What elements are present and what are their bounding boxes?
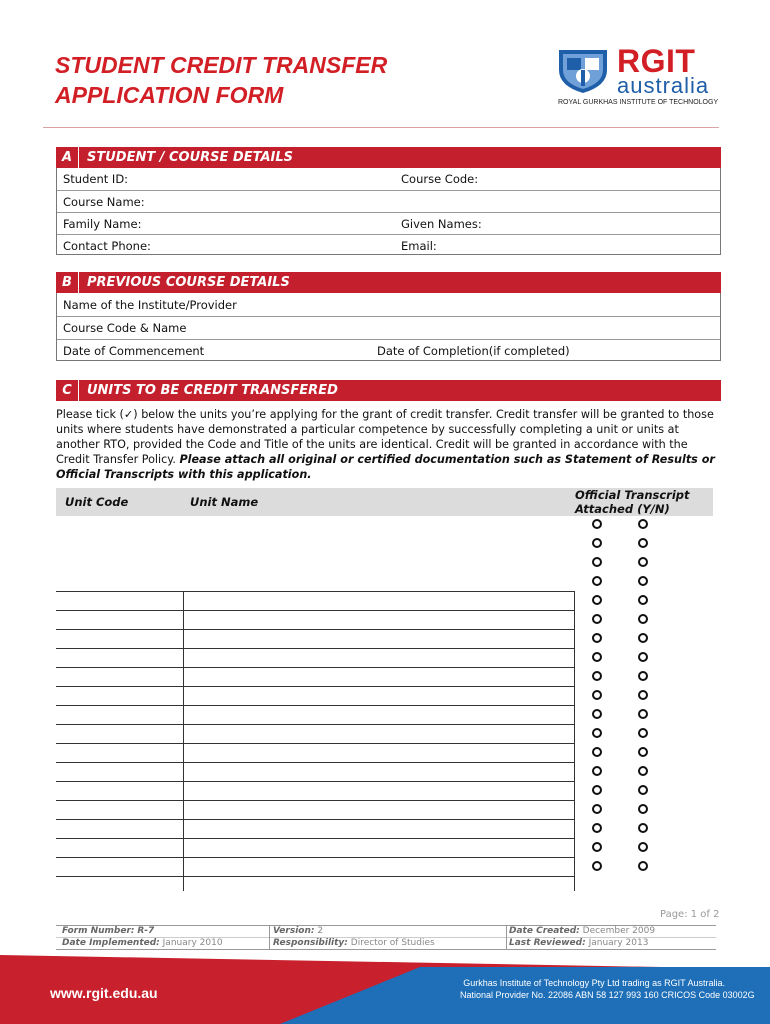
form-number-value: R-7 xyxy=(137,926,155,936)
unit-row-line xyxy=(56,610,574,611)
name-row[interactable] xyxy=(57,212,720,234)
unit-row-line xyxy=(56,667,574,668)
unit-column-divider xyxy=(183,591,184,891)
page-number: Page: 1 of 2 xyxy=(660,909,720,920)
transcript-yes-radio[interactable] xyxy=(592,690,602,700)
website-link[interactable]: www.rgit.edu.au xyxy=(50,985,158,1001)
commencement-label: Date of Commencement xyxy=(63,344,205,358)
form-number-label: Form Number: xyxy=(62,926,135,936)
transcript-yes-radio[interactable] xyxy=(592,614,602,624)
unit-row-line xyxy=(56,762,574,763)
course-name-label: Course Name: xyxy=(63,194,145,209)
dates-row[interactable] xyxy=(57,339,720,362)
transcript-yes-radio[interactable] xyxy=(592,766,602,776)
section-c-header xyxy=(56,380,721,401)
date-implemented-value: January 2010 xyxy=(162,938,223,948)
institute-row[interactable] xyxy=(57,293,720,316)
attached-header: Attached (Y/N) xyxy=(575,502,670,516)
transcript-yes-radio[interactable] xyxy=(592,538,602,548)
date-implemented-label: Date Implemented: xyxy=(62,938,160,948)
transcript-no-radio[interactable] xyxy=(638,633,648,643)
unit-row-line xyxy=(56,819,574,820)
name-column-divider xyxy=(574,591,575,891)
section-a-title: STUDENT / COURSE DETAILS xyxy=(87,150,294,165)
section-b-title: PREVIOUS COURSE DETAILS xyxy=(87,275,290,290)
family-name-label: Family Name: xyxy=(63,216,142,231)
institute-label: Name of the Institute/Provider xyxy=(63,297,237,312)
transcript-no-radio[interactable] xyxy=(638,842,648,852)
transcript-yes-radio[interactable] xyxy=(592,519,602,529)
given-names-label: Given Names: xyxy=(401,216,482,231)
transcript-yes-radio[interactable] xyxy=(592,633,602,643)
legal-line-1: Gurkhas Institute of Technology Pty Ltd trading as RGIT Australia. xyxy=(463,978,725,988)
footer-bottom-rule xyxy=(56,949,716,950)
form-title xyxy=(55,50,387,110)
transcript-no-radio[interactable] xyxy=(638,557,648,567)
unit-row-line xyxy=(56,781,574,782)
transcript-no-radio[interactable] xyxy=(638,728,648,738)
transcript-header: Official Transcript xyxy=(575,488,690,502)
completion-label: Date of Completion(if completed) xyxy=(377,344,570,358)
transcript-no-radio[interactable] xyxy=(638,804,648,814)
unit-name-header: Unit Name xyxy=(190,495,259,509)
transcript-yes-radio[interactable] xyxy=(592,671,602,681)
logo-sub: australia xyxy=(617,73,710,98)
transcript-no-radio[interactable] xyxy=(638,747,648,757)
date-created-value: December 2009 xyxy=(582,926,656,936)
course-code-label: Course Code: xyxy=(401,172,479,186)
section-b-header xyxy=(56,272,721,293)
transcript-yes-radio[interactable] xyxy=(592,842,602,852)
unit-row-line xyxy=(56,629,574,630)
student-id-row[interactable] xyxy=(57,168,720,190)
responsibility-value: Director of Studies xyxy=(350,938,435,948)
transcript-yes-radio[interactable] xyxy=(592,861,602,871)
transcript-yes-radio[interactable] xyxy=(592,804,602,814)
prev-course-label: Course Code & Name xyxy=(63,321,187,335)
transcript-yes-radio[interactable] xyxy=(592,576,602,586)
form-title-line2: APPLICATION FORM xyxy=(55,82,284,108)
section-b-letter: B xyxy=(56,272,79,293)
legal-line-2: National Provider No. 22086 ABN 58 127 993 160 CRICOS Code 03002G xyxy=(460,990,755,1000)
transcript-no-radio[interactable] xyxy=(638,766,648,776)
contact-row[interactable] xyxy=(57,234,720,256)
transcript-no-radio[interactable] xyxy=(638,538,648,548)
transcript-no-radio[interactable] xyxy=(638,709,648,719)
transcript-yes-radio[interactable] xyxy=(592,747,602,757)
section-c-title: UNITS TO BE CREDIT TRANSFERED xyxy=(87,383,338,398)
version-label: Version: xyxy=(273,926,315,936)
transcript-yes-radio[interactable] xyxy=(592,709,602,719)
legal-info xyxy=(460,977,755,1001)
transcript-yes-radio[interactable] xyxy=(592,557,602,567)
transcript-no-radio[interactable] xyxy=(638,861,648,871)
email-label: Email: xyxy=(401,238,437,253)
logo-name: RGIT xyxy=(617,43,696,79)
section-a-table xyxy=(56,168,721,255)
unit-row-line xyxy=(56,686,574,687)
unit-row-line xyxy=(56,800,574,801)
unit-row-line xyxy=(56,591,574,592)
units-table-header xyxy=(56,488,713,516)
student-id-label: Student ID: xyxy=(63,172,129,186)
section-c-letter: C xyxy=(56,380,79,401)
rgit-logo xyxy=(555,43,725,108)
unit-row-line xyxy=(56,648,574,649)
instructions-bold: Please attach all original or certified documentation such as Statement of Results or Official Transcripts with this application. xyxy=(56,453,715,481)
transcript-no-radio[interactable] xyxy=(638,671,648,681)
transcript-no-radio[interactable] xyxy=(638,690,648,700)
transcript-yes-radio[interactable] xyxy=(592,823,602,833)
version-value: 2 xyxy=(317,926,324,936)
logo-tagline: ROYAL GURKHAS INSTITUTE OF TECHNOLOGY xyxy=(558,99,719,106)
unit-row-line xyxy=(56,705,574,706)
unit-row-line xyxy=(56,743,574,744)
last-reviewed-label: Last Reviewed: xyxy=(509,938,586,948)
last-reviewed-value: January 2013 xyxy=(588,938,649,948)
shield-crest-icon xyxy=(555,46,611,94)
footer-row-2 xyxy=(56,938,716,949)
transcript-yes-radio[interactable] xyxy=(592,652,602,662)
footer-row-1 xyxy=(56,926,716,937)
transcript-no-radio[interactable] xyxy=(638,576,648,586)
transcript-no-radio[interactable] xyxy=(638,595,648,605)
section-b-table xyxy=(56,293,721,361)
prev-course-row[interactable] xyxy=(57,316,720,339)
transcript-no-radio[interactable] xyxy=(638,519,648,529)
date-created-label: Date Created: xyxy=(509,926,580,936)
transcript-no-radio[interactable] xyxy=(638,614,648,624)
transcript-no-radio[interactable] xyxy=(638,652,648,662)
transcript-yes-radio[interactable] xyxy=(592,728,602,738)
transcript-no-radio[interactable] xyxy=(638,823,648,833)
section-c-instructions xyxy=(56,407,721,482)
unit-code-header: Unit Code xyxy=(65,495,129,509)
transcript-yes-radio[interactable] xyxy=(592,595,602,605)
course-name-row[interactable] xyxy=(57,190,720,212)
responsibility-label: Responsibility: xyxy=(273,938,348,948)
transcript-yes-radio[interactable] xyxy=(592,785,602,795)
transcript-no-radio[interactable] xyxy=(638,785,648,795)
contact-phone-label: Contact Phone: xyxy=(63,238,151,253)
section-a-header xyxy=(56,147,721,168)
form-title-line1: STUDENT CREDIT TRANSFER xyxy=(55,52,388,78)
header-divider xyxy=(43,127,719,128)
unit-row-line xyxy=(56,838,574,839)
unit-row-line xyxy=(56,724,574,725)
instructions-text: Please tick (✓) below the units you’re applying for the grant of credit transfer. Credit transfer will be granted to those units where students have demonstrated a particular competence by successfully completing a unit or units at another RTO, provided the Code and Title of the units are identical. Credit will be granted in accordance with the Credit Transfer Policy. xyxy=(56,408,714,466)
unit-row-line xyxy=(56,876,574,877)
section-a-letter: A xyxy=(56,147,79,168)
unit-row-line xyxy=(56,857,574,858)
